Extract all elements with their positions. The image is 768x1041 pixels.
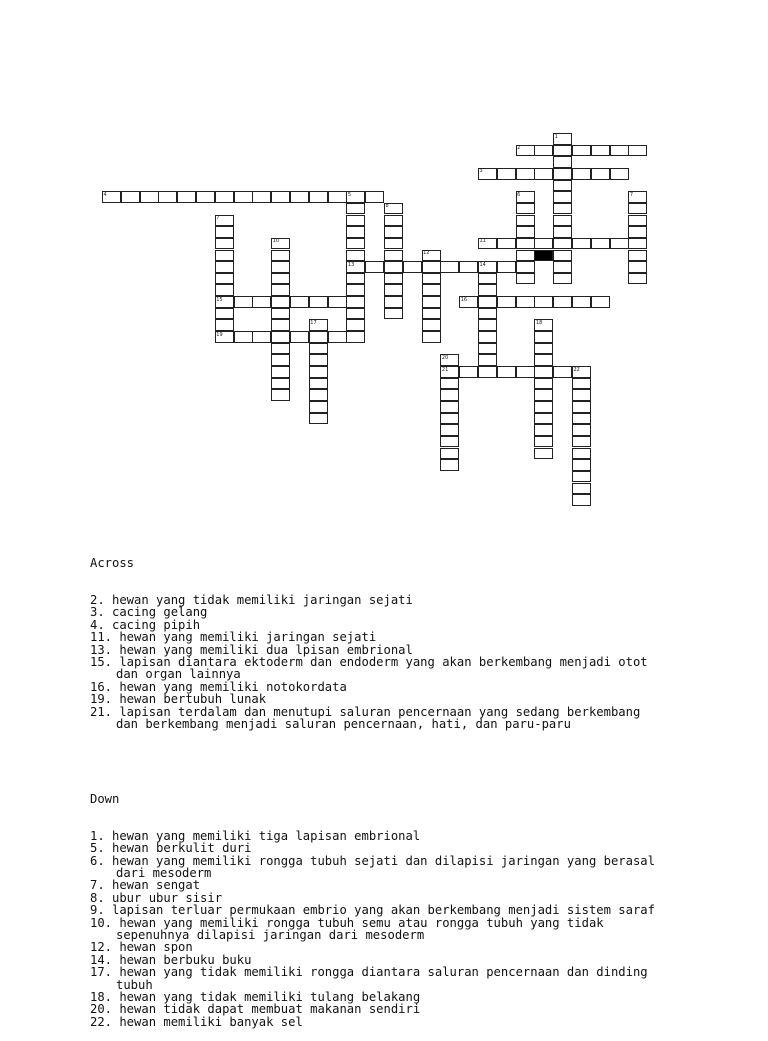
grid-cell[interactable]: [346, 250, 365, 262]
grid-cell[interactable]: [591, 168, 610, 180]
black-cell: [534, 250, 553, 262]
grid-cell[interactable]: [290, 296, 309, 308]
grid-cell[interactable]: [534, 378, 553, 390]
grid-cell[interactable]: [271, 308, 290, 320]
clue-number: 12: [423, 250, 430, 256]
clue-text: 4. cacing pipih: [90, 617, 201, 632]
clue-number: 7: [216, 215, 220, 222]
grid-cell[interactable]: [346, 226, 365, 238]
grid-cell[interactable]: [478, 366, 497, 378]
across-heading: Across: [90, 555, 135, 570]
clue-text: 20. hewan tidak dapat membuat makanan sendiri: [90, 1002, 421, 1017]
grid-cell[interactable]: [628, 203, 647, 215]
grid-cell[interactable]: [271, 354, 290, 366]
grid-cell[interactable]: [422, 296, 441, 308]
grid-cell[interactable]: [516, 168, 535, 180]
clue-continuation: dari mesoderm: [116, 865, 212, 880]
grid-cell[interactable]: [440, 413, 459, 425]
grid-cell[interactable]: [553, 226, 572, 238]
grid-cell[interactable]: [553, 203, 572, 215]
grid-cell[interactable]: [497, 366, 516, 378]
grid-cell[interactable]: [346, 273, 365, 285]
clue-number: 11: [479, 238, 486, 245]
grid-cell[interactable]: [271, 250, 290, 262]
grid-cell[interactable]: [534, 448, 553, 460]
grid-cell[interactable]: [384, 226, 403, 238]
grid-cell[interactable]: [271, 273, 290, 285]
grid-cell[interactable]: [252, 191, 271, 203]
clue-text: 22. hewan memiliki banyak sel: [90, 1014, 303, 1029]
clue-text: 8. ubur ubur sisir: [90, 890, 223, 905]
clue-number: 4: [103, 191, 107, 198]
grid-cell[interactable]: [628, 250, 647, 262]
grid-cell[interactable]: [516, 366, 535, 378]
clue-text: 15. lapisan diantara ektoderm dan endoderm yang akan berkembang menjadi otot: [90, 655, 648, 670]
grid-cell[interactable]: [516, 226, 535, 238]
grid-cell[interactable]: [628, 261, 647, 273]
grid-cell[interactable]: [215, 238, 234, 250]
grid-cell[interactable]: [572, 448, 591, 460]
clue-number: 20: [441, 354, 449, 361]
down-clue: [90, 1016, 710, 1028]
grid-cell[interactable]: [478, 319, 497, 331]
grid-cell[interactable]: [215, 226, 234, 238]
grid-cell[interactable]: [478, 331, 497, 343]
grid-cell[interactable]: [553, 238, 572, 250]
clue-text: 1. hewan yang memiliki tiga lapisan embrional: [90, 828, 421, 843]
grid-cell[interactable]: [534, 343, 553, 355]
clue-text: 10. hewan yang memiliki rongga tubuh semu atau rongga tubuh yang tidak: [90, 915, 604, 930]
grid-cell[interactable]: [234, 331, 253, 343]
grid-cell[interactable]: [252, 296, 271, 308]
grid-cell[interactable]: [534, 296, 553, 308]
grid-cell[interactable]: [121, 191, 140, 203]
grid-cell[interactable]: [140, 191, 159, 203]
grid-cell[interactable]: [553, 250, 572, 262]
clue-text: 13. hewan yang memiliki dua lpisan embrional: [90, 642, 413, 657]
grid-cell[interactable]: [553, 156, 572, 168]
grid-cell[interactable]: [440, 459, 459, 471]
grid-cell[interactable]: [572, 389, 591, 401]
grid-cell[interactable]: [215, 308, 234, 320]
grid-cell[interactable]: [346, 203, 365, 215]
grid-cell[interactable]: [572, 483, 591, 495]
grid-cell[interactable]: [440, 389, 459, 401]
grid-cell[interactable]: [516, 261, 535, 273]
clue-number: 10: [272, 238, 280, 245]
grid-cell[interactable]: [591, 145, 610, 157]
grid-cell[interactable]: [478, 296, 497, 308]
grid-cell[interactable]: [234, 296, 253, 308]
down-clue: [90, 917, 710, 942]
grid-cell[interactable]: [534, 331, 553, 343]
grid-cell[interactable]: [478, 273, 497, 285]
across-clues: [90, 594, 710, 730]
grid-cell[interactable]: [534, 413, 553, 425]
clue-number: 16: [460, 296, 468, 303]
grid-cell[interactable]: [459, 366, 478, 378]
grid-cell[interactable]: [271, 319, 290, 331]
grid-cell[interactable]: [534, 145, 553, 157]
grid-cell[interactable]: [572, 436, 591, 448]
grid-cell[interactable]: [215, 273, 234, 285]
grid-cell[interactable]: [309, 378, 328, 390]
grid-cell[interactable]: [553, 191, 572, 203]
grid-cell[interactable]: [572, 494, 591, 506]
grid-cell[interactable]: [440, 378, 459, 390]
clue-number: 5: [347, 191, 352, 198]
grid-cell[interactable]: [346, 308, 365, 320]
grid-cell[interactable]: [384, 238, 403, 250]
grid-cell[interactable]: [346, 215, 365, 227]
grid-cell[interactable]: [534, 424, 553, 436]
grid-cell[interactable]: [271, 378, 290, 390]
grid-cell[interactable]: [309, 366, 328, 378]
grid-cell[interactable]: [572, 424, 591, 436]
clue-continuation: dan berkembang menjadi saluran pencernaan, hati, dan paru-paru: [116, 717, 571, 732]
clue-continuation: tubuh: [116, 977, 153, 992]
down-clue: [90, 855, 710, 880]
grid-cell[interactable]: [534, 389, 553, 401]
grid-cell[interactable]: [309, 296, 328, 308]
clue-list: [90, 532, 710, 1041]
grid-cell[interactable]: [478, 354, 497, 366]
grid-cell[interactable]: [271, 366, 290, 378]
grid-cell[interactable]: [309, 354, 328, 366]
grid-cell[interactable]: [516, 203, 535, 215]
grid-cell[interactable]: [309, 389, 328, 401]
grid-cell[interactable]: [553, 180, 572, 192]
grid-cell[interactable]: [328, 191, 347, 203]
clue-text: 9. lapisan terluar permukaan embrio yang akan berkembang menjadi sistem saraf: [90, 903, 655, 918]
grid-cell[interactable]: [384, 308, 403, 320]
clue-text: 21. lapisan terdalam dan menutupi saluran pencernaan yang sedang berkembang: [90, 704, 641, 719]
grid-cell[interactable]: [196, 191, 215, 203]
grid-cell[interactable]: [497, 168, 516, 180]
grid-cell[interactable]: [384, 215, 403, 227]
grid-cell[interactable]: [478, 308, 497, 320]
clue-number: 17: [310, 319, 317, 326]
clue-number: 19: [216, 331, 223, 338]
grid-cell[interactable]: [572, 471, 591, 483]
grid-cell[interactable]: [384, 250, 403, 262]
grid-cell[interactable]: [309, 401, 328, 413]
grid-cell[interactable]: [384, 261, 403, 273]
down-clues: [90, 830, 710, 1029]
grid-cell[interactable]: [440, 436, 459, 448]
grid-cell[interactable]: [628, 215, 647, 227]
grid-cell[interactable]: [628, 226, 647, 238]
clue-text: 11. hewan yang memiliki jaringan sejati: [90, 630, 377, 645]
clue-text: 17. hewan yang tidak memiliki rongga diantara saluran pencernaan dan dinding: [90, 965, 648, 980]
grid-cell[interactable]: [628, 145, 647, 157]
grid-cell[interactable]: [309, 413, 328, 425]
clue-text: 12. hewan spon: [90, 940, 193, 955]
grid-cell[interactable]: [346, 238, 365, 250]
grid-cell[interactable]: [422, 319, 441, 331]
grid-cell[interactable]: [534, 354, 553, 366]
grid-cell[interactable]: [610, 168, 629, 180]
grid-cell[interactable]: [553, 168, 572, 180]
grid-cell[interactable]: [610, 238, 629, 250]
grid-cell[interactable]: [328, 296, 347, 308]
clue-number: 1: [554, 133, 558, 140]
grid-cell[interactable]: [271, 284, 290, 296]
grid-cell[interactable]: [177, 191, 196, 203]
clue-text: 19. hewan bertubuh lunak: [90, 692, 267, 707]
grid-cell[interactable]: [384, 296, 403, 308]
grid-cell[interactable]: [271, 296, 290, 308]
clue-number: 14: [479, 261, 486, 268]
grid-cell[interactable]: [534, 168, 553, 180]
clue-number: 18: [535, 319, 543, 326]
across-clue: [90, 706, 710, 731]
grid-cell[interactable]: [572, 296, 591, 308]
grid-cell[interactable]: [309, 331, 328, 343]
clue-text: 18. hewan yang tidak memiliki tulang belakang: [90, 990, 421, 1005]
grid-cell[interactable]: [422, 261, 441, 273]
grid-cell[interactable]: [497, 261, 516, 273]
grid-cell[interactable]: [591, 296, 610, 308]
grid-cell[interactable]: [346, 319, 365, 331]
grid-cell[interactable]: [478, 284, 497, 296]
grid-cell[interactable]: [346, 284, 365, 296]
grid-cell[interactable]: [440, 424, 459, 436]
clue-number: 15: [216, 296, 223, 303]
grid-cell[interactable]: [215, 250, 234, 262]
grid-cell[interactable]: [478, 343, 497, 355]
grid-cell[interactable]: [516, 296, 535, 308]
clue-number: 8: [385, 203, 389, 210]
grid-cell[interactable]: [422, 273, 441, 285]
grid-cell[interactable]: [497, 238, 516, 250]
grid-cell[interactable]: [572, 413, 591, 425]
grid-cell[interactable]: [215, 319, 234, 331]
grid-cell[interactable]: [628, 273, 647, 285]
crossword-grid: [0, 0, 768, 520]
grid-cell[interactable]: [553, 273, 572, 285]
clue-number: 2: [517, 145, 521, 152]
grid-cell[interactable]: [572, 459, 591, 471]
grid-cell[interactable]: [422, 331, 441, 343]
grid-cell[interactable]: [384, 273, 403, 285]
grid-cell[interactable]: [309, 191, 328, 203]
grid-cell[interactable]: [215, 261, 234, 273]
grid-cell[interactable]: [215, 284, 234, 296]
grid-cell[interactable]: [271, 261, 290, 273]
grid-cell[interactable]: [365, 261, 384, 273]
grid-cell[interactable]: [346, 296, 365, 308]
across-clue: [90, 656, 710, 681]
grid-cell[interactable]: [534, 401, 553, 413]
grid-cell[interactable]: [553, 215, 572, 227]
grid-cell[interactable]: [553, 261, 572, 273]
clue-number: 7: [629, 191, 634, 198]
grid-cell[interactable]: [234, 191, 253, 203]
grid-cell[interactable]: [215, 191, 234, 203]
clue-text: 6. hewan yang memiliki rongga tubuh sejati dan dilapisi jaringan yang berasal: [90, 853, 655, 868]
grid-cell[interactable]: [440, 401, 459, 413]
grid-cell[interactable]: [440, 261, 459, 273]
grid-cell[interactable]: [572, 238, 591, 250]
clue-number: 21: [441, 366, 449, 373]
grid-cell[interactable]: [309, 343, 328, 355]
clue-number: 3: [479, 168, 483, 175]
grid-cell[interactable]: [328, 331, 347, 343]
grid-cell[interactable]: [516, 273, 535, 285]
clue-text: 2. hewan yang tidak memiliki jaringan sejati: [90, 593, 413, 608]
grid-cell[interactable]: [516, 238, 535, 250]
grid-cell[interactable]: [271, 331, 290, 343]
grid-cell[interactable]: [271, 343, 290, 355]
grid-cell[interactable]: [553, 366, 572, 378]
grid-cell[interactable]: [440, 448, 459, 460]
grid-cell[interactable]: [572, 168, 591, 180]
clue-text: 16. hewan yang memiliki notokordata: [90, 679, 347, 694]
grid-cell[interactable]: [497, 296, 516, 308]
grid-cell[interactable]: [422, 308, 441, 320]
clue-number: 6: [517, 191, 521, 198]
grid-cell[interactable]: [252, 331, 271, 343]
grid-cell[interactable]: [346, 331, 365, 343]
clue-text: 14. hewan berbuku buku: [90, 952, 252, 967]
grid-cell[interactable]: [384, 284, 403, 296]
grid-cell[interactable]: [553, 296, 572, 308]
grid-cell[interactable]: [534, 238, 553, 250]
grid-cell[interactable]: [516, 215, 535, 227]
grid-cell[interactable]: [572, 401, 591, 413]
grid-cell[interactable]: [271, 389, 290, 401]
down-clue: [90, 966, 710, 991]
grid-cell[interactable]: [572, 378, 591, 390]
clue-text: 7. hewan sengat: [90, 878, 201, 893]
grid-cell[interactable]: [572, 145, 591, 157]
grid-cell[interactable]: [365, 191, 384, 203]
grid-cell[interactable]: [290, 191, 309, 203]
grid-cell[interactable]: [591, 238, 610, 250]
grid-cell[interactable]: [290, 331, 309, 343]
clue-continuation: dan organ lainnya: [116, 667, 241, 682]
grid-cell[interactable]: [628, 238, 647, 250]
grid-cell[interactable]: [459, 261, 478, 273]
clue-text: 5. hewan berkulit duri: [90, 841, 252, 856]
grid-cell[interactable]: [516, 250, 535, 262]
grid-cell[interactable]: [534, 436, 553, 448]
grid-cell[interactable]: [271, 191, 290, 203]
clue-continuation: sepenuhnya dilapisi jaringan dari mesoderm: [116, 927, 425, 942]
grid-cell[interactable]: [403, 261, 422, 273]
clue-number: 22: [573, 366, 580, 373]
grid-cell[interactable]: [534, 366, 553, 378]
clue-number: 13: [347, 261, 355, 268]
grid-cell[interactable]: [610, 145, 629, 157]
clue-text: 3. cacing gelang: [90, 605, 208, 620]
down-heading: Down: [90, 791, 120, 806]
grid-cell[interactable]: [422, 284, 441, 296]
grid-cell[interactable]: [553, 145, 572, 157]
grid-cell[interactable]: [158, 191, 177, 203]
